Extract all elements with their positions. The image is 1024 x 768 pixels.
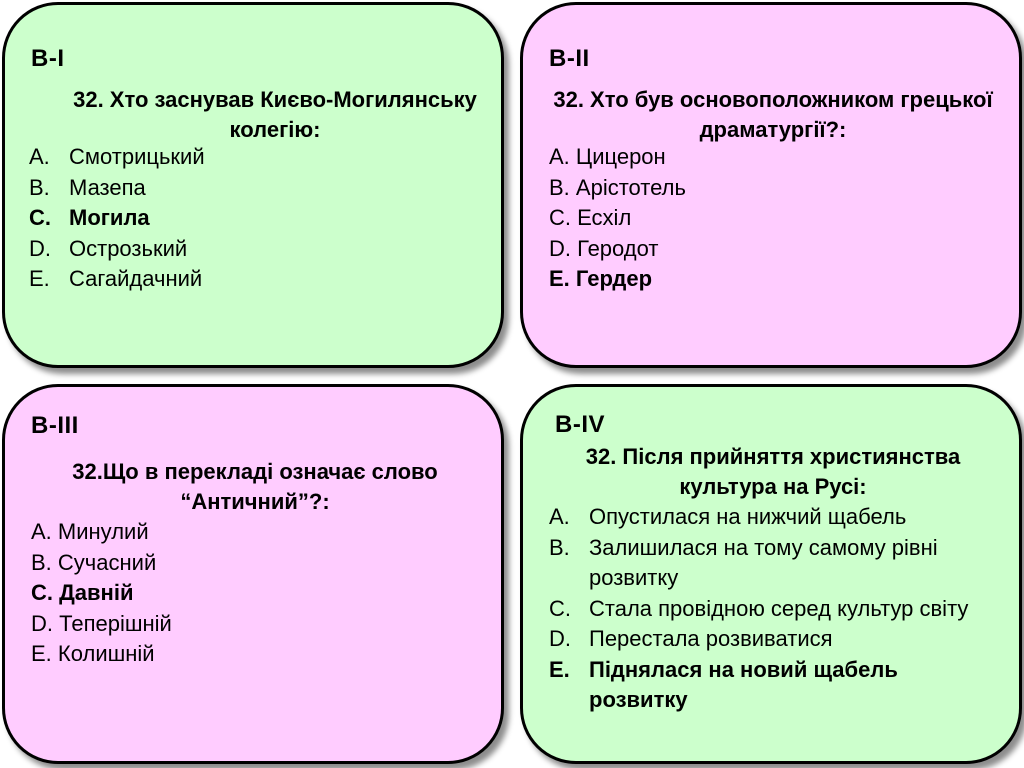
answer-option-e: E. Колишній [31,641,155,666]
variant-title: В-ІІІ [31,412,79,439]
answer-list [31,517,172,670]
variant-title: В-І [31,45,65,72]
answer-option-c: C. Давній [31,580,134,605]
answer-option-b: B. Мазепа [29,174,146,200]
answer-option-c: C. Есхіл [549,205,632,230]
answer-option-b: B. Сучасний [31,549,157,575]
answer-list [29,142,205,295]
variant-title: В-ІІ [549,45,590,72]
answer-option-b: B. Арістотель [549,174,686,200]
quiz-card-variant-4 [520,384,1022,764]
question-text: 32. Хто заснував Києво-Могилянську колегію: [73,87,477,142]
answer-option-e: E. Сагайдачний [29,266,203,291]
answer-option-e: E. Гердер [549,266,653,291]
answer-list [549,142,686,295]
answer-option-a: A. Смотрицький [29,144,205,169]
answer-option-d: D. Геродот [549,235,659,261]
quiz-card-variant-3 [2,384,504,764]
quiz-card-variant-2 [520,2,1022,368]
question-text: 32. Хто був основоположником грецької драматургії?: [553,87,993,142]
answer-list [549,502,989,716]
answer-option-c: C. Могила [29,205,150,230]
answer-option-d: D. Острозький [29,235,188,261]
answer-option-a: A. Цицерон [549,144,666,169]
variant-title: В-ІV [555,411,605,438]
answer-option-d: D. Теперішній [31,610,172,636]
answer-option-b: B. Залишилася на тому самому рівні розвитку [549,534,938,590]
answer-option-a: A. Опустилася на нижчий щабель [549,504,907,529]
quiz-card-variant-1 [2,2,504,368]
answer-option-d: D. Перестала розвиватися [549,626,833,651]
question-text: 32.Що в перекладі означає слово “Античний”?: [72,459,438,514]
answer-option-a: A. Минулий [31,519,149,544]
question-text: 32. Після прийняття християнства культура на Русі: [585,444,961,499]
answer-option-c: C. Стала провідною серед культур світу [549,595,969,621]
answer-option-e: E. Піднялася на новий щабель розвитку [549,656,898,712]
